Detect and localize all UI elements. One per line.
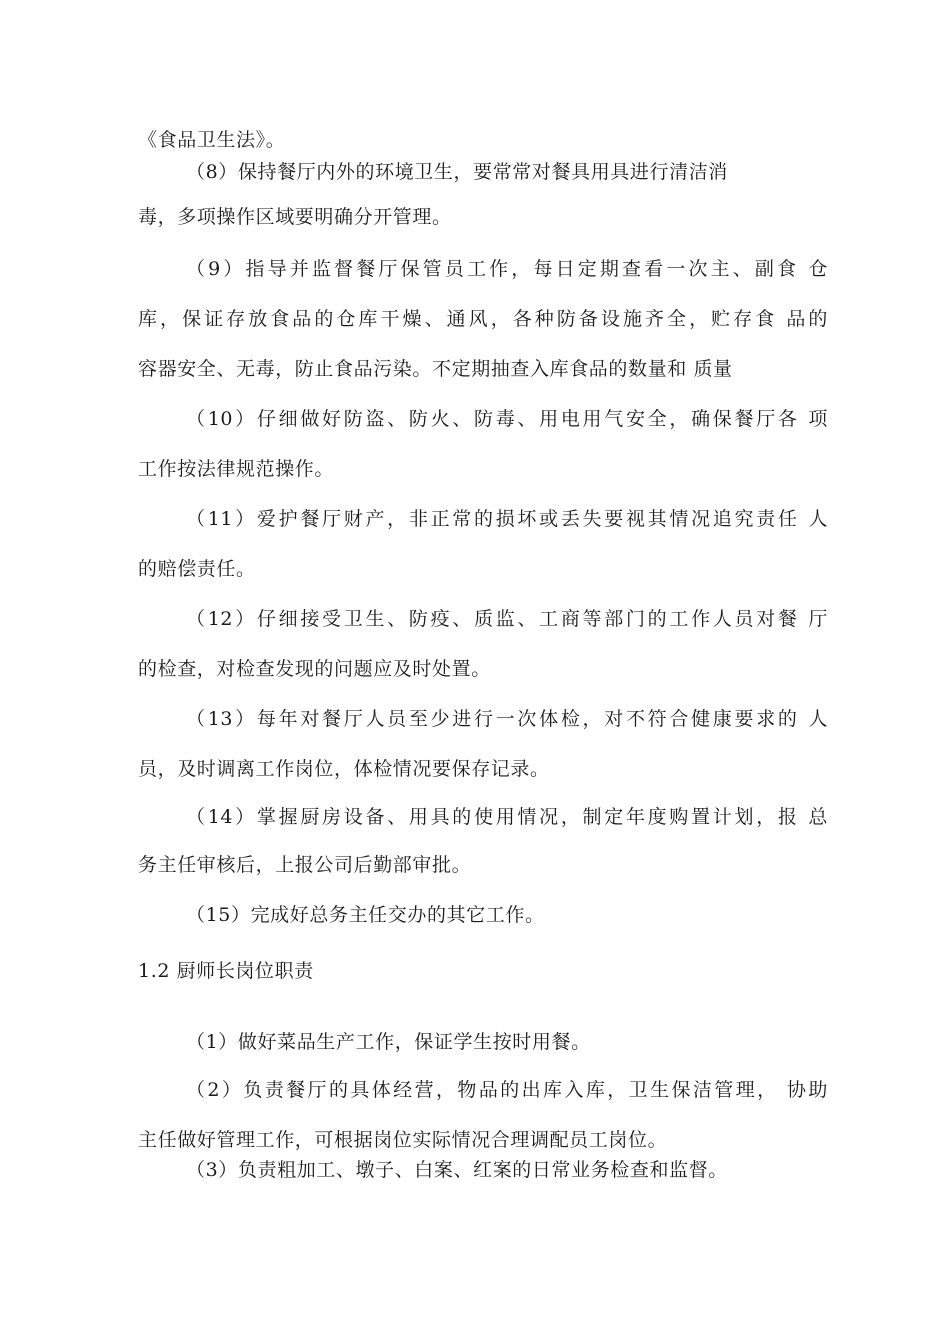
text-line: （2）负责餐厅的具体经营，物品的出库入库，卫生保洁管理， 协助 (186, 1079, 828, 1101)
text-line: 工作按法律规范操作。 (138, 458, 335, 480)
text-line: （11）爱护餐厅财产，非正常的损坏或丢失要视其情况追究责任 人 (186, 508, 828, 530)
text-line: （14）掌握厨房设备、用具的使用情况，制定年度购置计划，报 总 (186, 806, 828, 828)
text-line: （10）仔细做好防盗、防火、防毒、用电用气安全，确保餐厅各 项 (186, 408, 828, 430)
text-line: （8）保持餐厅内外的环境卫生，要常常对餐具用具进行清洁消 (186, 161, 728, 183)
text-line: 毒，多项操作区域要明确分开管理。 (138, 206, 452, 228)
section-heading: 1.2 厨师长岗位职责 (138, 960, 314, 982)
text-line: 员，及时调离工作岗位，体检情况要保存记录。 (138, 758, 550, 780)
text-line: （9）指导并监督餐厅保管员工作，每日定期查看一次主、副食 仓 (186, 258, 828, 280)
text-line: 的检查，对检查发现的问题应及时处置。 (138, 658, 491, 680)
text-line: 的赔偿责任。 (138, 558, 256, 580)
text-line: （15）完成好总务主任交办的其它工作。 (186, 904, 545, 926)
text-line: 库，保证存放食品的仓库干燥、通风，各种防备设施齐全，贮存食 品的 (138, 308, 828, 330)
text-line: （1）做好菜品生产工作，保证学生按时用餐。 (186, 1031, 591, 1053)
text-line: （13）每年对餐厅人员至少进行一次体检，对不符合健康要求的 人 (186, 708, 828, 730)
text-line: （3）负责粗加工、墩子、白案、红案的日常业务检查和监督。 (186, 1159, 728, 1181)
text-line: （12）仔细接受卫生、防疫、质监、工商等部门的工作人员对餐 厅 (186, 608, 828, 630)
text-line: 《食品卫生法》。 (138, 129, 286, 151)
text-line: 容器安全、无毒，防止食品污染。不定期抽查入库食品的数量和 质量 (138, 358, 733, 380)
text-line: 务主任审核后，上报公司后勤部审批。 (138, 854, 472, 876)
text-line: 主任做好管理工作，可根据岗位实际情况合理调配员工岗位。 (138, 1129, 668, 1151)
